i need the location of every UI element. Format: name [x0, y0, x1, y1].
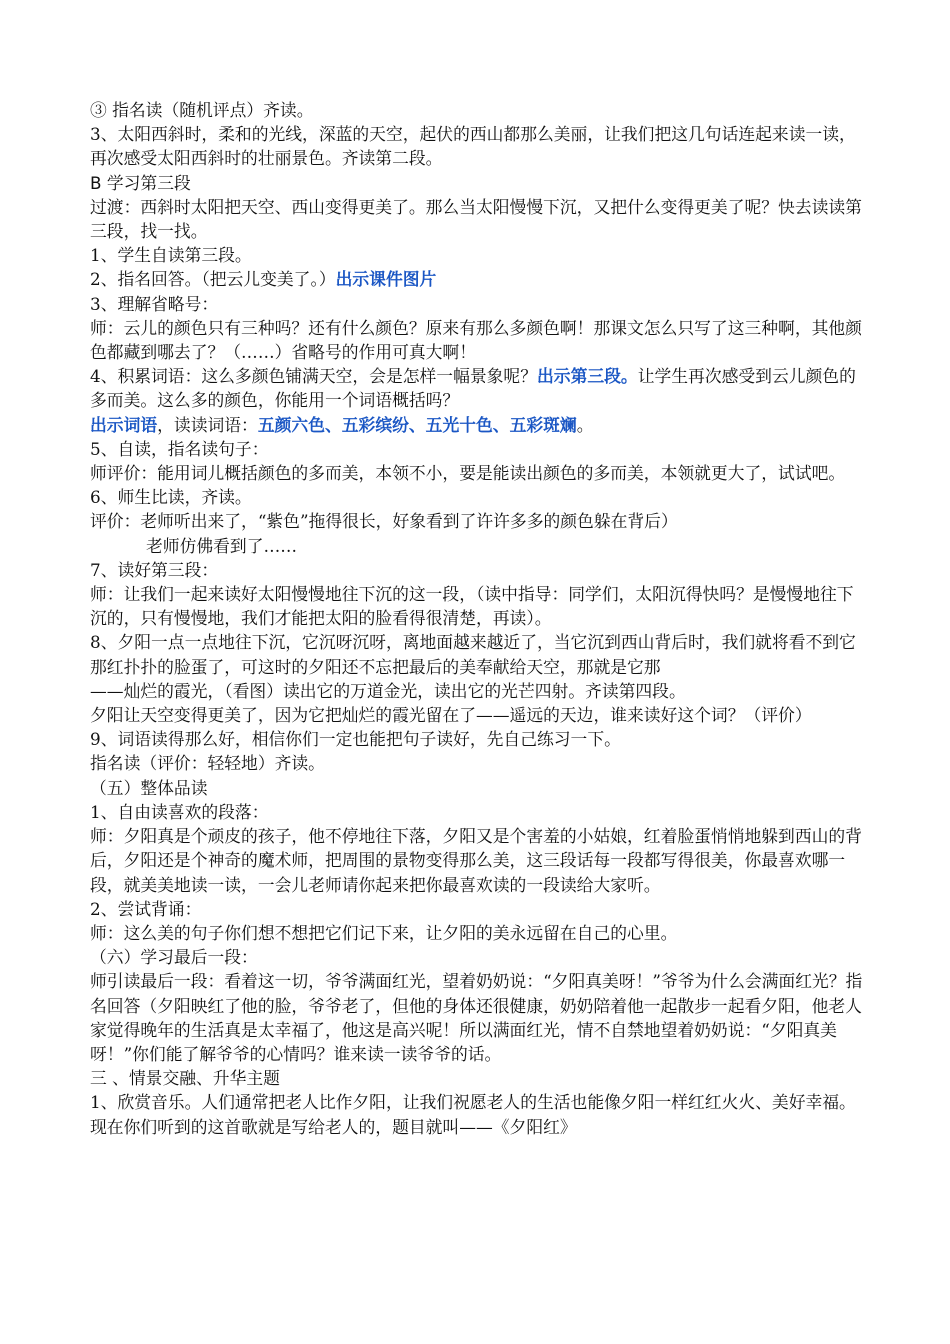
line-7: 3、理解省略号：	[90, 293, 219, 314]
line-6-text: 2、指名回答。（把云儿变美了。）	[90, 269, 336, 290]
line-6	[90, 267, 865, 291]
line-13: 6、师生比读，齐读。	[90, 487, 252, 508]
line-19: ——灿烂的霞光，（看图）读出它的万道金光，读出它的光芒四射。齐读第四段。	[90, 680, 686, 701]
document-body	[90, 98, 865, 1139]
line-10	[90, 413, 865, 437]
line-8: 师：云儿的颜色只有三种吗？还有什么颜色？原来有那么多颜色啊！那课文怎么只写了这三种啊，其他颜色都藏到哪去了？（……）省略号的作用可真大啊！	[90, 317, 862, 363]
line-1: ③ 指名读（随机评点）齐读。	[90, 100, 314, 120]
line-11: 5、自读，指名读句子：	[90, 438, 269, 459]
section-heading-5: （五）整体品读	[90, 777, 208, 798]
line-2: 3、太阳西斜时，柔和的光线，深蓝的天空，起伏的西山都那么美丽，让我们把这几句话连起来读一读，再次感受太阳西斜时的壮丽景色。齐读第二段。	[90, 124, 856, 169]
section-heading-b: B 学习第三段	[90, 172, 191, 193]
line-17: 师：让我们一起来读好太阳慢慢地往下沉的这一段，（读中指导：同学们，太阳沉得快吗？是慢慢地往下沉的，只有慢慢地，我们才能把太阳的脸看得很清楚，再读）。	[90, 584, 854, 629]
line-21: 9、词语读得那么好，相信你们一定也能把句子读好，先自己练习一下。	[90, 729, 621, 750]
line-31: 1、欣赏音乐。人们通常把老人比作夕阳，让我们祝愿老人的生活也能像夕阳一样红红火火、美好幸福。现在你们听到的这首歌就是写给老人的，题目就叫——《夕阳红》	[90, 1092, 856, 1137]
line-26: 2、尝试背诵：	[90, 898, 202, 919]
line-5: 1、学生自读第三段。	[90, 245, 252, 266]
section-heading-6: （六）学习最后一段：	[90, 947, 258, 968]
line-transition: 过渡：西斜时太阳把天空、西山变得更美了。那么当太阳慢慢下沉，又把什么变得更美了呢？快去读读第三段，找一找。	[90, 196, 862, 242]
highlight-show-words: 出示词语	[90, 414, 158, 435]
line-12: 师评价：能用词儿概括颜色的多而美，本领不小，要是能读出颜色的多而美，本领就更大了，试试吧。	[90, 463, 846, 484]
line-9-text-a: 4、积累词语：这么多颜色铺满天空，会是怎样一幅景象呢？	[90, 366, 537, 387]
line-14: 评价：老师听出来了，“紫色”拖得很长，好象看到了许许多多的颜色躲在背后）	[90, 511, 678, 532]
line-9	[90, 364, 865, 412]
highlight-show-paragraph-3: 出示第三段。	[537, 366, 638, 387]
line-10-text-d: 。	[576, 414, 594, 435]
line-22: 指名读（评价：轻轻地）齐读。	[90, 753, 325, 774]
highlight-show-courseware-image: 出示课件图片	[335, 269, 437, 290]
line-16: 7、读好第三段：	[90, 559, 219, 580]
line-29: 师引读最后一段：看着这一切，爷爷满面红光，望着奶奶说：“夕阳真美呀！”爷爷为什么会满面红光？指名回答（夕阳映红了他的脸，爷爷老了，但他的身体还很健康，奶奶陪着他一起散步一起看夕阳，他老人家觉得晚年的生活真是太幸福了，他这是高兴呢！所以满面红光，情不自禁地望着奶奶说：“夕阳真美呀！”你们能了解爷爷的心情吗？谁来读一读爷爷的话。	[90, 971, 863, 1064]
line-9-text-c: 让学生再次感受到云儿颜色的多而美。这么多的颜色，你能用一个词语概括吗？	[90, 366, 856, 411]
highlight-word-list: 五颜六色、五彩缤纷、五光十色、五彩斑斓	[257, 414, 577, 435]
line-25: 师：夕阳真是个顽皮的孩子，他不停地往下落，夕阳又是个害羞的小姑娘，红着脸蛋悄悄地躲到西山的背后，夕阳还是个神奇的魔术师，把周围的景物变得那么美，这三段话每一段都写得很美，你最喜欢哪一段，就美美地读一读，一会儿老师请你起来把你最喜欢读的一段读给大家听。	[90, 826, 862, 895]
line-10-text-b: ，读读词语：	[157, 414, 258, 435]
line-18: 8、夕阳一点一点地往下沉，它沉呀沉呀，离地面越来越近了，当它沉到西山背后时，我们就将看不到它那红扑扑的脸蛋了，可这时的夕阳还不忘把最后的美奉献给天空，那就是它那	[90, 632, 856, 677]
line-15: 老师仿佛看到了……	[146, 535, 298, 556]
section-heading-3: 三 、情景交融、升华主题	[90, 1068, 280, 1089]
line-27: 师：这么美的句子你们想不想把它们记下来，让夕阳的美永远留在自己的心里。	[90, 922, 678, 943]
line-20: 夕阳让天空变得更美了，因为它把灿烂的霞光留在了——遥远的天边，谁来读好这个词？（评价）	[90, 705, 812, 726]
line-24: 1、自由读喜欢的段落：	[90, 801, 269, 822]
